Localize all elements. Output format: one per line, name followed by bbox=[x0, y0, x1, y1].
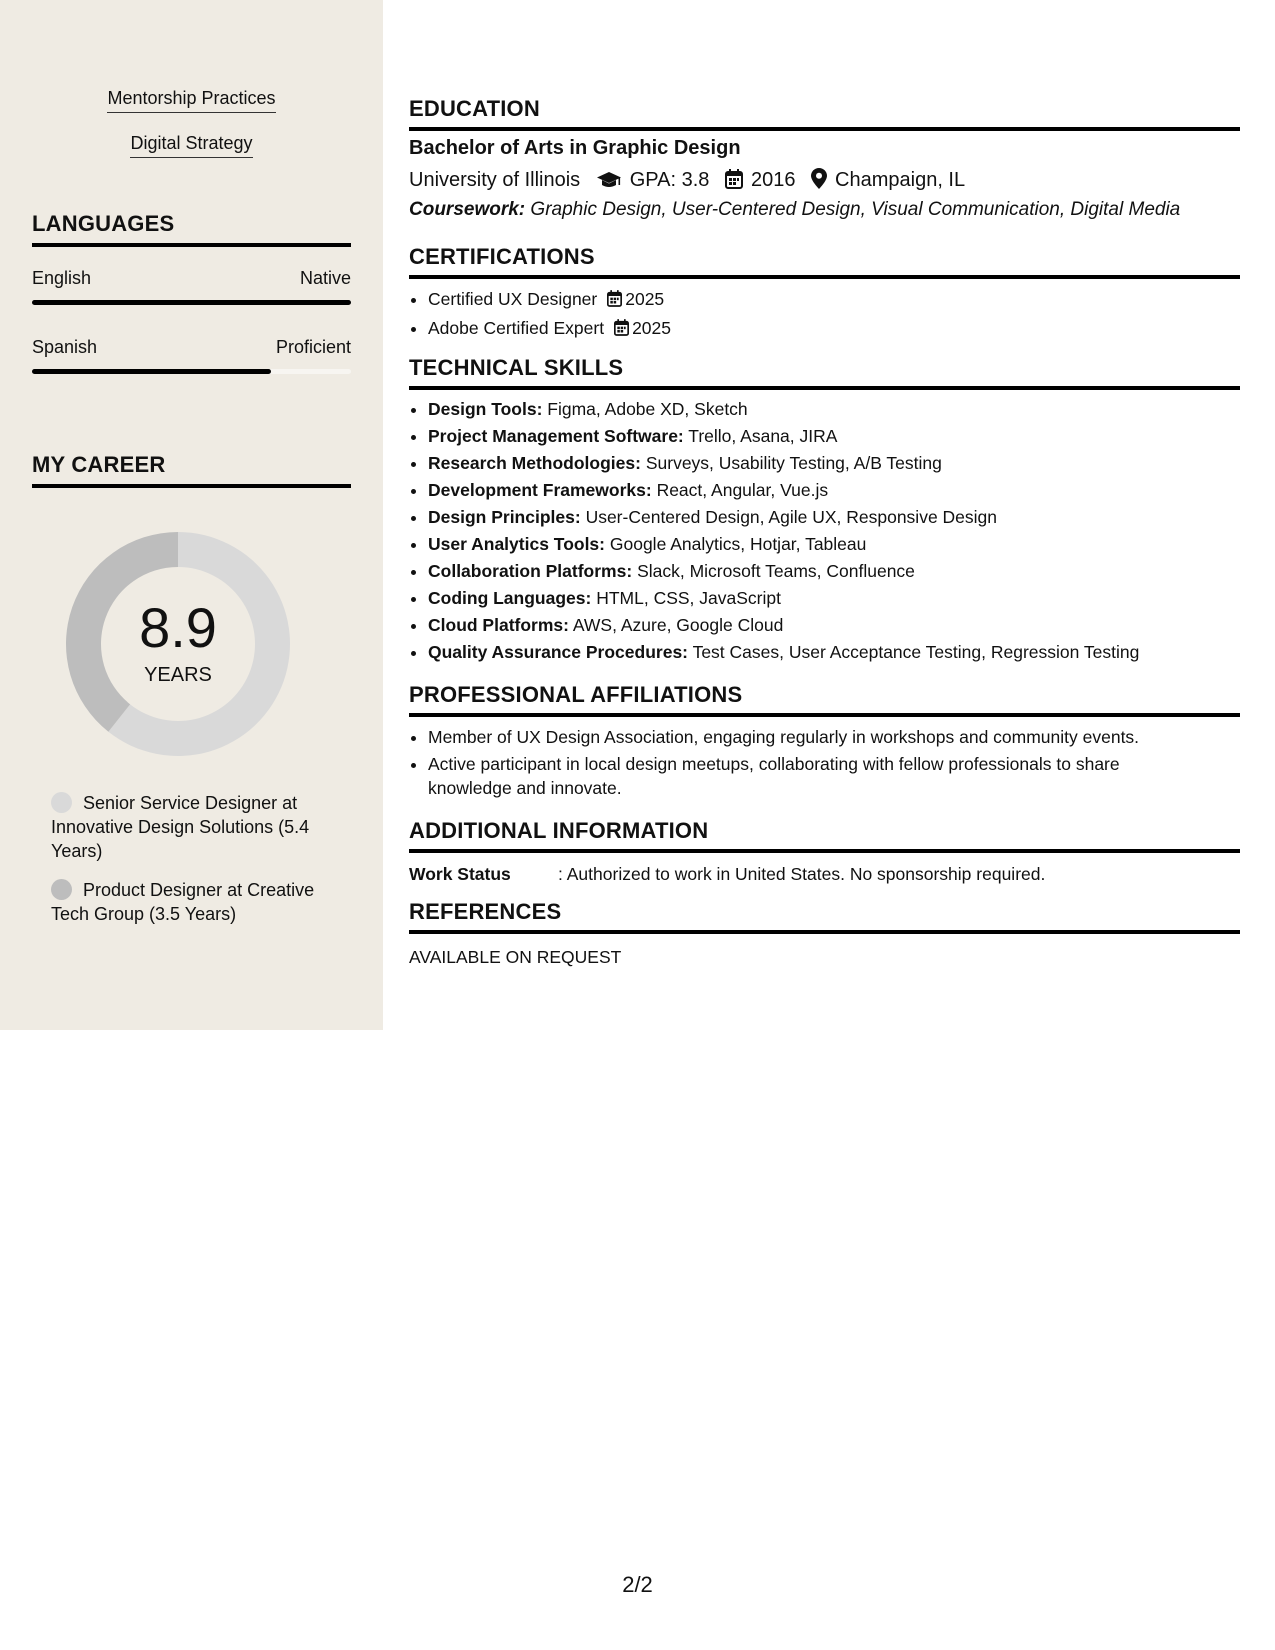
calendar-icon bbox=[725, 169, 743, 195]
list-item: • Certified UX Designer 2025 bbox=[428, 286, 1240, 315]
skill-label: Coding Languages: bbox=[428, 588, 592, 608]
interest-item: Digital Strategy bbox=[0, 133, 383, 158]
list-item bbox=[428, 531, 1240, 558]
references-heading: REFERENCES bbox=[409, 899, 1240, 934]
skill-label: User Analytics Tools: bbox=[428, 534, 605, 554]
list-item bbox=[428, 504, 1240, 531]
list-item bbox=[428, 423, 1240, 450]
list-item bbox=[428, 396, 1240, 423]
language-name: Spanish bbox=[32, 337, 98, 357]
language-row-english bbox=[32, 268, 351, 289]
skill-label: Quality Assurance Procedures: bbox=[428, 642, 689, 662]
career-total-years: 8.9 bbox=[139, 596, 217, 659]
language-bar-fill bbox=[32, 300, 351, 305]
skill-label: Design Principles: bbox=[428, 507, 581, 527]
page-number: 2/2 bbox=[622, 1572, 653, 1597]
affiliations-heading: PROFESSIONAL AFFILIATIONS bbox=[409, 682, 1240, 717]
skill-label: Design Tools: bbox=[428, 399, 543, 419]
career-donut-chart bbox=[66, 532, 290, 756]
career-legend-item bbox=[51, 791, 341, 863]
list-item bbox=[428, 477, 1240, 504]
skill-label: Research Methodologies: bbox=[428, 453, 641, 473]
calendar-icon bbox=[607, 288, 622, 315]
legend-dot-icon bbox=[51, 792, 72, 813]
graduation-cap-icon bbox=[596, 171, 622, 195]
work-status-label: Work Status bbox=[409, 864, 511, 884]
language-level: Proficient bbox=[275, 337, 351, 357]
language-name: English bbox=[32, 268, 92, 288]
language-bar-english bbox=[32, 300, 351, 305]
affiliations-list bbox=[409, 725, 1188, 800]
career-legend-label: Product Designer at Creative Tech Group (3.5 Years) bbox=[51, 880, 315, 924]
list-item bbox=[428, 450, 1240, 477]
map-pin-icon bbox=[811, 168, 827, 195]
gpa: GPA: 3.8 bbox=[629, 169, 710, 191]
references-text: AVAILABLE ON REQUEST bbox=[409, 947, 622, 967]
coursework-label: Coursework: bbox=[409, 199, 526, 220]
coursework-list: Graphic Design, User-Centered Design, Visual Communication, Digital Media bbox=[530, 199, 1181, 220]
skill-value: React, Angular, Vue.js bbox=[656, 480, 829, 500]
career-legend-item bbox=[51, 878, 341, 926]
technical-skills-heading: TECHNICAL SKILLS bbox=[409, 355, 1240, 390]
skill-value: Google Analytics, Hotjar, Tableau bbox=[609, 534, 867, 554]
calendar-icon bbox=[614, 317, 629, 344]
additional-info-heading: ADDITIONAL INFORMATION bbox=[409, 818, 1240, 853]
list-item bbox=[428, 612, 1240, 639]
interest-item: Mentorship Practices bbox=[0, 88, 383, 113]
skill-value: Slack, Microsoft Teams, Confluence bbox=[637, 561, 915, 581]
list-item bbox=[428, 639, 1240, 666]
skill-value: User-Centered Design, Agile UX, Responsive Design bbox=[585, 507, 998, 527]
certification-year: 2025 bbox=[632, 318, 672, 338]
language-row-spanish bbox=[32, 337, 351, 358]
skill-value: AWS, Azure, Google Cloud bbox=[572, 615, 784, 635]
language-bar-fill bbox=[32, 369, 271, 374]
technical-skills-list bbox=[409, 396, 1240, 666]
skill-value: Figma, Adobe XD, Sketch bbox=[547, 399, 748, 419]
certifications-heading: CERTIFICATIONS bbox=[409, 244, 1240, 279]
list-item: • Active participant in local design meetups, collaborating with fellow professionals to share knowledge and innovate. bbox=[428, 752, 1188, 800]
legend-dot-icon bbox=[51, 879, 72, 900]
education-details bbox=[409, 168, 965, 195]
career-legend-label: Senior Service Designer at Innovative Design Solutions (5.4 Years) bbox=[51, 793, 310, 861]
certifications-list bbox=[409, 286, 1240, 344]
skill-value: Surveys, Usability Testing, A/B Testing bbox=[645, 453, 942, 473]
skill-label: Cloud Platforms: bbox=[428, 615, 569, 635]
list-item bbox=[428, 558, 1240, 585]
graduation-year: 2016 bbox=[750, 169, 796, 191]
certification-year: 2025 bbox=[625, 289, 665, 309]
language-bar-spanish bbox=[32, 369, 351, 374]
coursework bbox=[409, 199, 1180, 221]
skill-value: Test Cases, User Acceptance Testing, Regression Testing bbox=[692, 642, 1140, 662]
education-heading: EDUCATION bbox=[409, 96, 1240, 131]
sidebar bbox=[0, 0, 383, 1030]
list-item: • Member of UX Design Association, engaging regularly in workshops and community events. bbox=[428, 725, 1188, 749]
skill-value: Trello, Asana, JIRA bbox=[688, 426, 838, 446]
languages-heading: LANGUAGES bbox=[32, 211, 351, 247]
career-years-unit: YEARS bbox=[144, 664, 212, 686]
skill-label: Project Management Software: bbox=[428, 426, 684, 446]
list-item bbox=[428, 585, 1240, 612]
skill-value: HTML, CSS, JavaScript bbox=[596, 588, 781, 608]
education-location: Champaign, IL bbox=[835, 169, 966, 191]
work-status-value: : Authorized to work in United States. No sponsorship required. bbox=[558, 864, 1046, 884]
list-item: • Adobe Certified Expert 2025 bbox=[428, 315, 1240, 344]
language-level: Native bbox=[299, 268, 351, 288]
skill-label: Collaboration Platforms: bbox=[428, 561, 633, 581]
school-name: University of Illinois bbox=[409, 169, 581, 191]
career-heading: MY CAREER bbox=[32, 452, 351, 488]
skill-label: Development Frameworks: bbox=[428, 480, 652, 500]
degree-title: Bachelor of Arts in Graphic Design bbox=[409, 137, 741, 159]
